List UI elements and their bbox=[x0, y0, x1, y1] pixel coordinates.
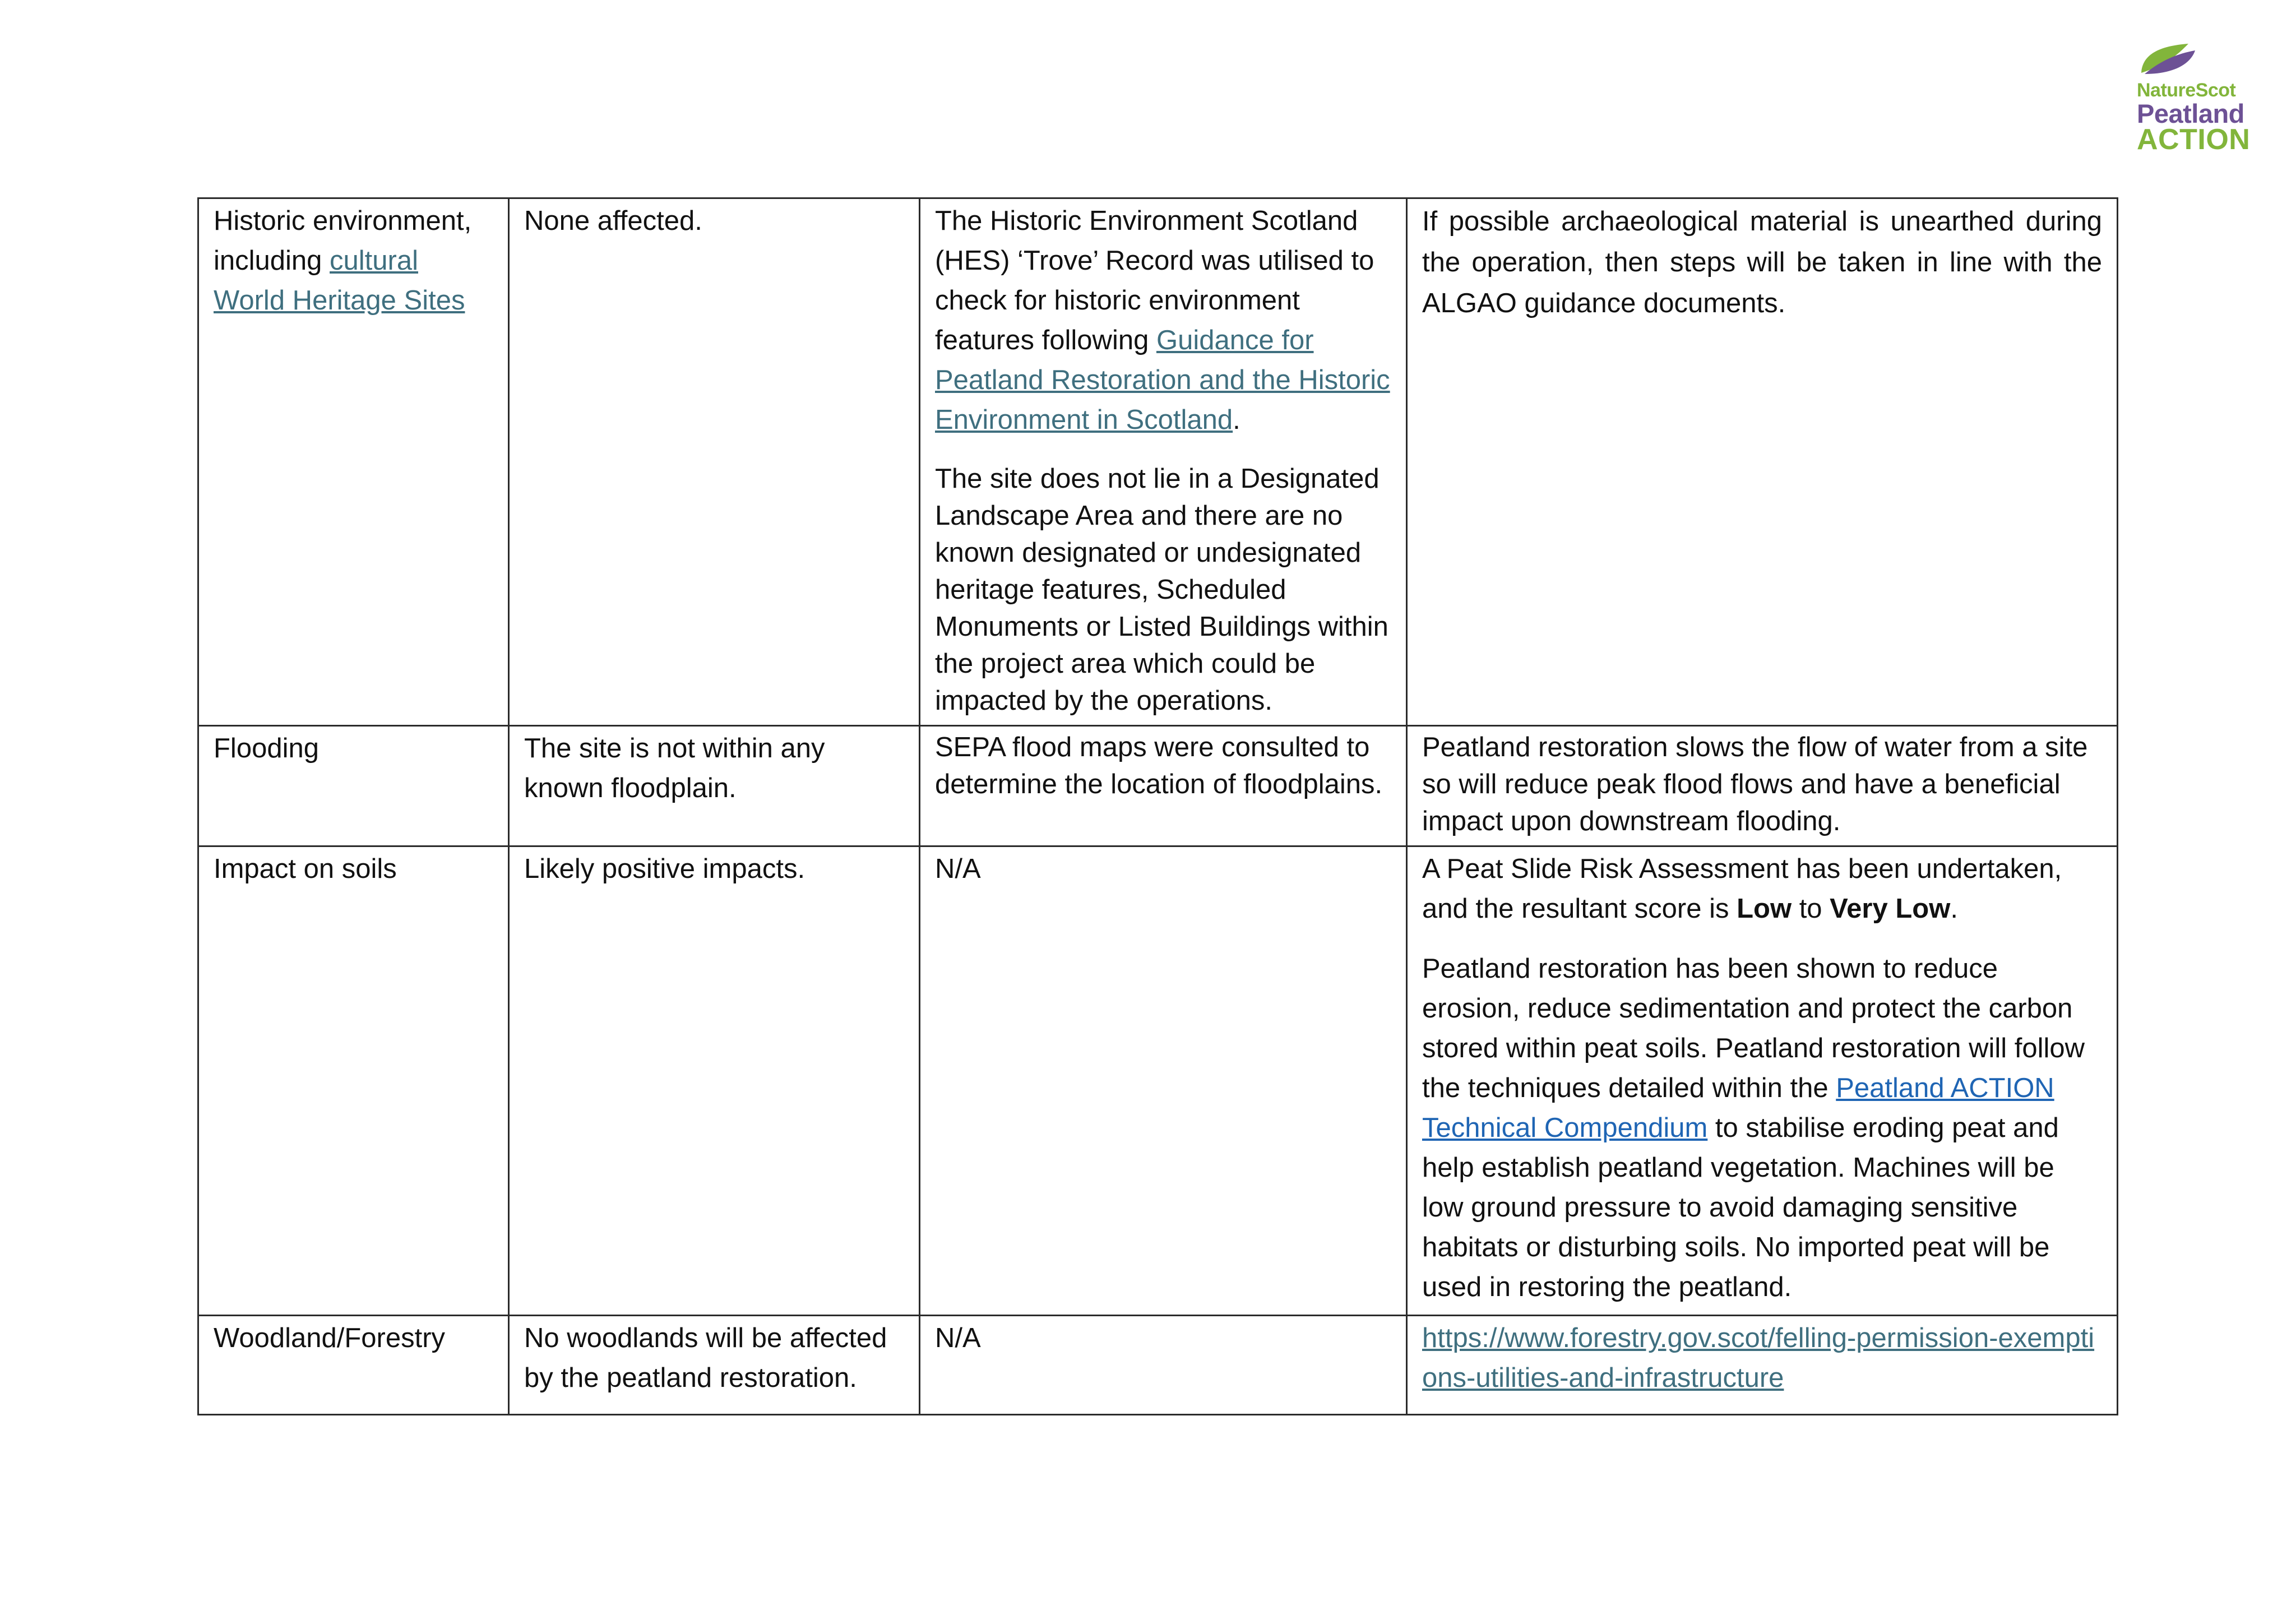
score-low: Low bbox=[1737, 894, 1792, 924]
topic-cell bbox=[198, 846, 509, 1316]
forestry-exemptions-link[interactable]: https://www.forestry.gov.scot/felling-permission-exemptions-utilities-and-infrastructure bbox=[1422, 1323, 2095, 1393]
impact-text: The site is not within any known floodplain. bbox=[524, 733, 825, 803]
method-cell bbox=[920, 846, 1407, 1316]
logo-line-action: ACTION bbox=[2137, 123, 2251, 156]
method-cell bbox=[920, 1316, 1407, 1415]
technical-compendium-link[interactable]: Peatland ACTION Technical Compendium bbox=[1422, 1073, 2054, 1143]
impact-cell bbox=[509, 198, 920, 726]
impact-text: No woodlands will be affected by the peatland restoration. bbox=[524, 1323, 887, 1393]
method-text: The Historic Environment Scotland (HES) ‘Trove’ Record was utilised to check for historic environment features following bbox=[935, 206, 1374, 355]
score-very-low: Very Low bbox=[1830, 894, 1951, 924]
mitigation-text-end: . bbox=[1950, 894, 1958, 924]
world-heritage-sites-link[interactable]: cultural World Heritage Sites bbox=[214, 246, 465, 316]
leaf-logo-icon bbox=[2137, 39, 2198, 78]
mitigation-text: Peatland restoration has been shown to reduce erosion, reduce sedimentation and protect the carbon stored within peat soils. Peatland restoration will follow the techniques detailed within the bbox=[1422, 954, 2085, 1103]
table-row bbox=[198, 726, 2118, 846]
table-row bbox=[198, 198, 2118, 726]
topic-cell bbox=[198, 1316, 509, 1415]
impact-text: None affected. bbox=[524, 206, 702, 236]
mitigation-text-end: to stabilise eroding peat and help establish peatland vegetation. Machines will be low ground pressure to avoid damaging sensitive habitats or disturbing soils. No imported peat will be used in restoring the peatland. bbox=[1422, 1113, 2059, 1302]
method-text: N/A bbox=[935, 854, 981, 884]
topic-cell bbox=[198, 198, 509, 726]
method-paragraph-2: The site does not lie in a Designated Landscape Area and there are no known designated or undesignated heritage features, Scheduled Monuments or Listed Buildings within the project area which could be impacted by the operations. bbox=[935, 464, 1388, 716]
table-row bbox=[198, 1316, 2118, 1415]
method-cell bbox=[920, 198, 1407, 726]
impact-cell bbox=[509, 846, 920, 1316]
impact-text: Likely positive impacts. bbox=[524, 854, 806, 884]
impact-cell bbox=[509, 726, 920, 846]
historic-environment-guidance-link[interactable]: Guidance for Peatland Restoration and the Historic Environment in Scotland bbox=[935, 325, 1390, 435]
mitigation-cell bbox=[1407, 846, 2118, 1316]
method-text: SEPA flood maps were consulted to determine the location of floodplains. bbox=[935, 732, 1383, 799]
logo-line-peatland: Peatland bbox=[2137, 99, 2244, 128]
mitigation-paragraph-1 bbox=[1422, 849, 2102, 929]
logo-brand: NatureScot bbox=[2137, 80, 2236, 101]
mitigation-paragraph-2 bbox=[1422, 949, 2102, 1307]
mitigation-cell bbox=[1407, 198, 2118, 726]
method-cell bbox=[920, 726, 1407, 846]
naturescot-peatland-action-logo bbox=[2137, 39, 2266, 157]
topic-text: Impact on soils bbox=[214, 854, 397, 884]
topic-text: Woodland/Forestry bbox=[214, 1323, 446, 1353]
table-row bbox=[198, 846, 2118, 1316]
mitigation-text: If possible archaeological material is unearthed during the operation, then steps will be taken in line with the ALGAO guidance documents. bbox=[1422, 206, 2102, 318]
mitigation-text-mid: to bbox=[1792, 894, 1830, 924]
mitigation-cell bbox=[1407, 726, 2118, 846]
topic-text: Flooding bbox=[214, 733, 319, 764]
method-text-end: . bbox=[1233, 405, 1240, 435]
method-text: N/A bbox=[935, 1323, 981, 1353]
topic-text: Historic environment, including bbox=[214, 206, 472, 276]
impact-cell bbox=[509, 1316, 920, 1415]
mitigation-text: Peatland restoration slows the flow of water from a site so will reduce peak flood flows and have a beneficial impact upon downstream flooding. bbox=[1422, 732, 2088, 836]
mitigation-text: A Peat Slide Risk Assessment has been undertaken, and the resultant score is bbox=[1422, 854, 2062, 924]
topic-cell bbox=[198, 726, 509, 846]
assessment-table bbox=[197, 197, 2118, 1415]
mitigation-cell bbox=[1407, 1316, 2118, 1415]
